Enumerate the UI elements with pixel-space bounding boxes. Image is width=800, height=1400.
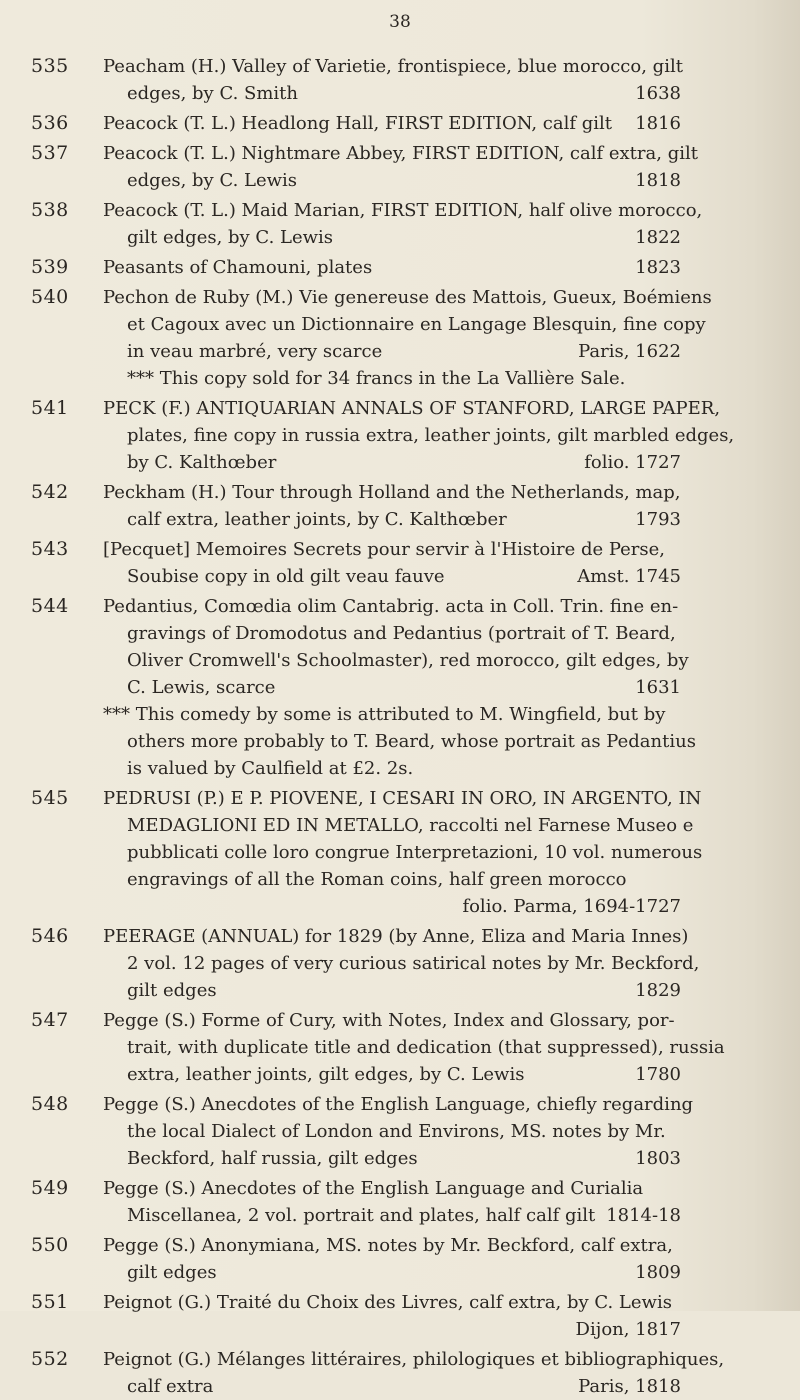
catalogue-entry: [0, 284, 800, 392]
entry-note-block: [0, 701, 800, 782]
lot-number: 541: [31, 397, 69, 419]
catalogue-entry: [0, 536, 800, 590]
catalogue-entry: [0, 923, 800, 1004]
entry-line: [103, 110, 681, 137]
entry-text: C. Lewis, scarce: [127, 677, 276, 698]
entry-line: Peckham (H.) Tour through Holland and the Netherlands, map,: [103, 482, 681, 503]
entry-line: [127, 1316, 681, 1343]
entry-text: Miscellanea, 2 vol. portrait and plates, half calf gilt: [127, 1205, 596, 1226]
entry-line: [127, 1061, 681, 1088]
lot-number: 549: [31, 1177, 69, 1199]
entry-date: 1638: [635, 83, 681, 104]
lot-number: 550: [31, 1234, 69, 1256]
entry-line: [Pecquet] Memoires Secrets pour servir à l'Histoire de Perse,: [103, 539, 666, 560]
entry-note: *** This comedy by some is attributed to M. Wingfield, but by: [103, 704, 666, 725]
catalogue-entry: [0, 1232, 800, 1286]
entry-line: [127, 224, 681, 251]
entry-note: others more probably to T. Beard, whose portrait as Pedantius: [127, 731, 696, 752]
lot-number: 539: [31, 256, 69, 278]
catalogue-entry: [0, 1091, 800, 1172]
entry-date: Paris, 1818: [578, 1376, 681, 1397]
entry-line: [127, 1373, 681, 1400]
entry-line: pubblicati colle loro congrue Interpretazioni, 10 vol. numerous: [127, 842, 703, 863]
catalogue-entry: [0, 110, 800, 137]
lot-number: 540: [31, 286, 69, 308]
entry-date: Paris, 1622: [578, 341, 681, 362]
catalogue-entry: [0, 593, 800, 701]
catalogue-entry: [0, 254, 800, 281]
entry-line: 2 vol. 12 pages of very curious satirical notes by Mr. Beckford,: [127, 953, 700, 974]
catalogue-entry: [0, 197, 800, 251]
lot-number: 552: [31, 1348, 69, 1370]
entry-line: Peignot (G.) Mélanges littéraires, philologiques et bibliographiques,: [103, 1349, 725, 1370]
entry-date: 1780: [635, 1064, 681, 1085]
entry-text: by C. Kalthœber: [127, 452, 277, 473]
entry-date: 1823: [635, 257, 681, 278]
lot-number: 548: [31, 1093, 69, 1115]
entry-line: [127, 977, 681, 1004]
entry-date: folio. Parma, 1694-1727: [462, 896, 681, 917]
entry-date: 1818: [635, 170, 681, 191]
entry-line: [127, 506, 681, 533]
entry-text: edges, by C. Lewis: [127, 170, 298, 191]
lot-number: 543: [31, 538, 69, 560]
lot-number: 545: [31, 787, 69, 809]
entry-line: [127, 893, 681, 920]
entry-line: et Cagoux avec un Dictionnaire en Langage Blesquin, fine copy: [127, 314, 706, 335]
entry-line: [127, 80, 681, 107]
entry-note: *** This copy sold for 34 francs in the La Vallière Sale.: [127, 368, 626, 389]
lot-number: 537: [31, 142, 69, 164]
entry-line: PEERAGE (ANNUAL) for 1829 (by Anne, Eliza and Maria Innes): [103, 926, 689, 947]
entry-text: Peasants of Chamouni, plates: [103, 257, 373, 278]
entry-line: [127, 338, 681, 365]
page-number: 38: [389, 12, 411, 32]
entry-line: [127, 1145, 681, 1172]
entry-text: in veau marbré, very scarce: [127, 341, 383, 362]
entry-line: Pedantius, Comœdia olim Cantabrig. acta in Coll. Trin. fine en-: [103, 596, 679, 617]
entry-line: PEDRUSI (P.) E P. PIOVENE, I CESARI IN ORO, IN ARGENTO, IN: [103, 788, 702, 809]
entry-date: 1793: [635, 509, 681, 530]
entry-text: gilt edges, by C. Lewis: [127, 227, 334, 248]
entry-text: Beckford, half russia, gilt edges: [127, 1148, 418, 1169]
entry-line: Oliver Cromwell's Schoolmaster), red morocco, gilt edges, by: [127, 650, 689, 671]
entry-line: gravings of Dromodotus and Pedantius (portrait of T. Beard,: [127, 623, 676, 644]
entry-line: [127, 449, 681, 476]
entry-list: [0, 53, 800, 1400]
entry-line: Peignot (G.) Traité du Choix des Livres, calf extra, by C. Lewis: [103, 1292, 672, 1313]
entry-text: Peacock (T. L.) Headlong Hall, FIRST EDITION, calf gilt: [103, 113, 613, 134]
catalogue-entry: [0, 53, 800, 107]
entry-line: Peacham (H.) Valley of Varietie, frontispiece, blue morocco, gilt: [103, 56, 683, 77]
entry-line: Pegge (S.) Anonymiana, MS. notes by Mr. Beckford, calf extra,: [103, 1235, 673, 1256]
entry-line: PECK (F.) ANTIQUARIAN ANNALS OF STANFORD, LARGE PAPER,: [103, 398, 721, 419]
entry-line: Pegge (S.) Anecdotes of the English Language and Curialia: [103, 1178, 644, 1199]
entry-date: Dijon, 1817: [575, 1319, 681, 1340]
entry-line: Pegge (S.) Forme of Cury, with Notes, Index and Glossary, por-: [103, 1010, 675, 1031]
lot-number: 535: [31, 55, 69, 77]
entry-line: [127, 563, 681, 590]
entry-line: Peacock (T. L.) Maid Marian, FIRST EDITION, half olive morocco,: [103, 200, 703, 221]
lot-number: 542: [31, 481, 69, 503]
entry-text: gilt edges: [127, 1262, 217, 1283]
entry-text: Soubise copy in old gilt veau fauve: [127, 566, 445, 587]
entry-date: Amst. 1745: [577, 566, 681, 587]
catalogue-entry: [0, 479, 800, 533]
entry-line: [127, 674, 681, 701]
entry-line: [127, 1202, 681, 1229]
lot-number: 546: [31, 925, 69, 947]
entry-date: 1816: [635, 113, 681, 134]
entry-line: [127, 1259, 681, 1286]
catalogue-entry: [0, 1289, 800, 1343]
lot-number: 547: [31, 1009, 69, 1031]
entry-line: MEDAGLIONI ED IN METALLO, raccolti nel Farnese Museo e: [127, 815, 694, 836]
entry-line: engravings of all the Roman coins, half green morocco: [127, 869, 627, 890]
entry-line: the local Dialect of London and Environs, MS. notes by Mr.: [127, 1121, 666, 1142]
entry-note: is valued by Caulfield at £2. 2s.: [127, 758, 414, 779]
entry-line: trait, with duplicate title and dedication (that suppressed), russia: [127, 1037, 725, 1058]
catalogue-entry: [0, 785, 800, 920]
entry-text: extra, leather joints, gilt edges, by C. Lewis: [127, 1064, 525, 1085]
entry-line: [127, 167, 681, 194]
entry-text: calf extra: [127, 1376, 214, 1397]
entry-line: Pegge (S.) Anecdotes of the English Language, chiefly regarding: [103, 1094, 694, 1115]
entry-date: 1631: [635, 677, 681, 698]
entry-line: plates, fine copy in russia extra, leather joints, gilt marbled edges,: [127, 425, 735, 446]
catalogue-entry: [0, 1007, 800, 1088]
entry-text: gilt edges: [127, 980, 217, 1001]
entry-date: 1829: [635, 980, 681, 1001]
lot-number: 544: [31, 595, 69, 617]
catalogue-entry: [0, 140, 800, 194]
entry-line: Peacock (T. L.) Nightmare Abbey, FIRST EDITION, calf extra, gilt: [103, 143, 698, 164]
catalogue-entry: [0, 395, 800, 476]
entry-text: edges, by C. Smith: [127, 83, 298, 104]
entry-date: 1822: [635, 227, 681, 248]
lot-number: 551: [31, 1291, 69, 1313]
entry-line: [103, 254, 681, 281]
lot-number: 538: [31, 199, 69, 221]
entry-line: Pechon de Ruby (M.) Vie genereuse des Mattois, Gueux, Boémiens: [103, 287, 712, 308]
catalogue-entry: [0, 1175, 800, 1229]
entry-date: 1809: [635, 1262, 681, 1283]
entry-text: calf extra, leather joints, by C. Kalthœber: [127, 509, 507, 530]
lot-number: 536: [31, 112, 69, 134]
entry-date: folio. 1727: [584, 452, 681, 473]
entry-date: 1814-18: [606, 1205, 681, 1226]
catalogue-entry: [0, 1346, 800, 1400]
entry-date: 1803: [635, 1148, 681, 1169]
